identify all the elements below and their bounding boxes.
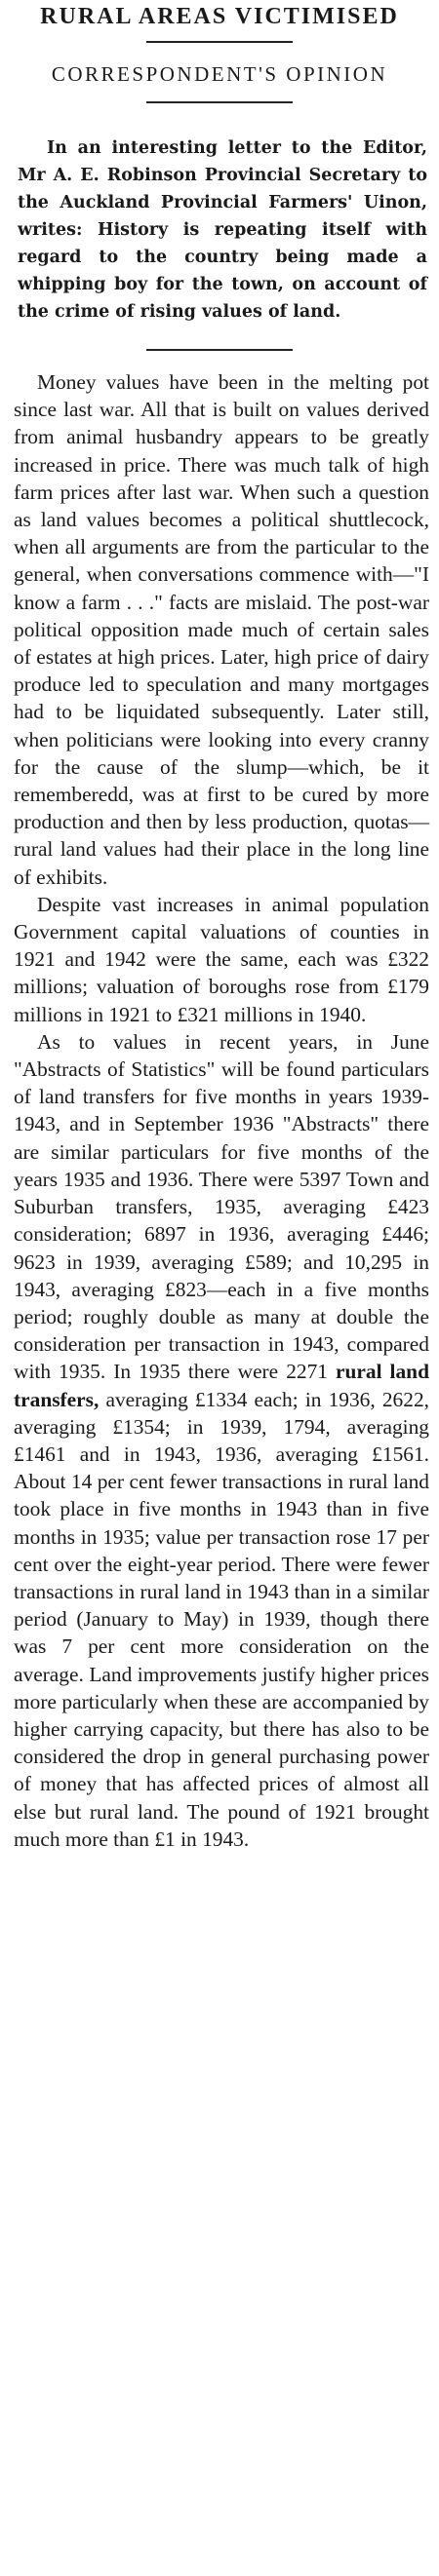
divider-rule xyxy=(146,349,293,351)
article-body xyxy=(14,368,429,1853)
intro-paragraph: In an interesting letter to the Editor, Mr A. E. Robinson Provincial Secretary to the Auckland Provincial Farmers' Uinon, writes: History is repeating itself with regard to the country being made a whipping boy for the town, on account of the crime of rising values of land. xyxy=(18,138,427,322)
subheadline: CORRESPONDENT'S OPINION xyxy=(51,62,388,86)
body-paragraph-statistics xyxy=(14,1028,429,1853)
paragraph-text: As to values in recent years, in June "Abstracts of Statistics" will be found particulars of land transfers for five months in years 1939-1943, and in September 1936 "Abstracts" there are similar particulars for five months of the years 1935 and 1936. There were 5397 Town and Suburban transfers, 1935, averaging £423 consideration; 6897 in 1936, averaging £446; 9623 in 1939, averaging £589; and 10,295 in 1943, averaging £823—each in a five months period; roughly double as many at double the consideration per transaction in 1943, compared with 1935. In 1935 there were 2271 xyxy=(14,1029,429,1384)
divider-rule xyxy=(146,41,293,43)
divider-rule xyxy=(146,101,293,103)
paragraph-text: averaging £1334 each; in 1936, 2622, averaging £1354; in 1939, 1794, averaging £1461 and in 1943, 1936, averaging £1561. About 14 per cent fewer transactions in rural land took place in five months in 1943 than in five months in 1935; value per transaction rose 17 per cent over the eight-year period. There were fewer transactions in rural land in 1943 than in a similar period (January to May) in 1939, though there was 7 per cent more consideration on the average. Land improvements justify higher prices more particularly when these are accompanied by higher carrying capacity, but there has also to be considered the drop in general purchasing power of money that has affected prices of almost all else but rural land. The pound of 1921 brought much more than £1 in 1943. xyxy=(14,1387,429,1851)
headline: RURAL AREAS VICTIMISED xyxy=(40,4,399,29)
body-paragraph: Money values have been in the melting pot since last war. All that is built on values derived from animal husbandry appears to be greatly increased in price. There was much talk of high farm prices after last war. When such a question as land values becomes a political shuttlecock, when all arguments are from the particular to the general, when conversations commence with—"I know a farm . . ." facts are mislaid. The post-war political opposition made much of certain sales of estates at high prices. Later, high price of dairy produce led to speculation and many mortgages had to be liquidated subsequently. Later still, when politicians were looking into every cranny for the cause of the slump—which, be it rememberedd, was at first to be cured by more production and then by less production, quotas—rural land values had their place in the long line of exhibits. xyxy=(14,370,429,889)
body-paragraph: Despite vast increases in animal population Government capital valuations of counties in 1921 and 1942 were the same, each was £322 millions; valuation of boroughs rose from £179 millions in 1921 to £321 millions in 1940. xyxy=(14,892,429,1026)
bold-phrase: rural land transfers, xyxy=(14,1360,429,1411)
